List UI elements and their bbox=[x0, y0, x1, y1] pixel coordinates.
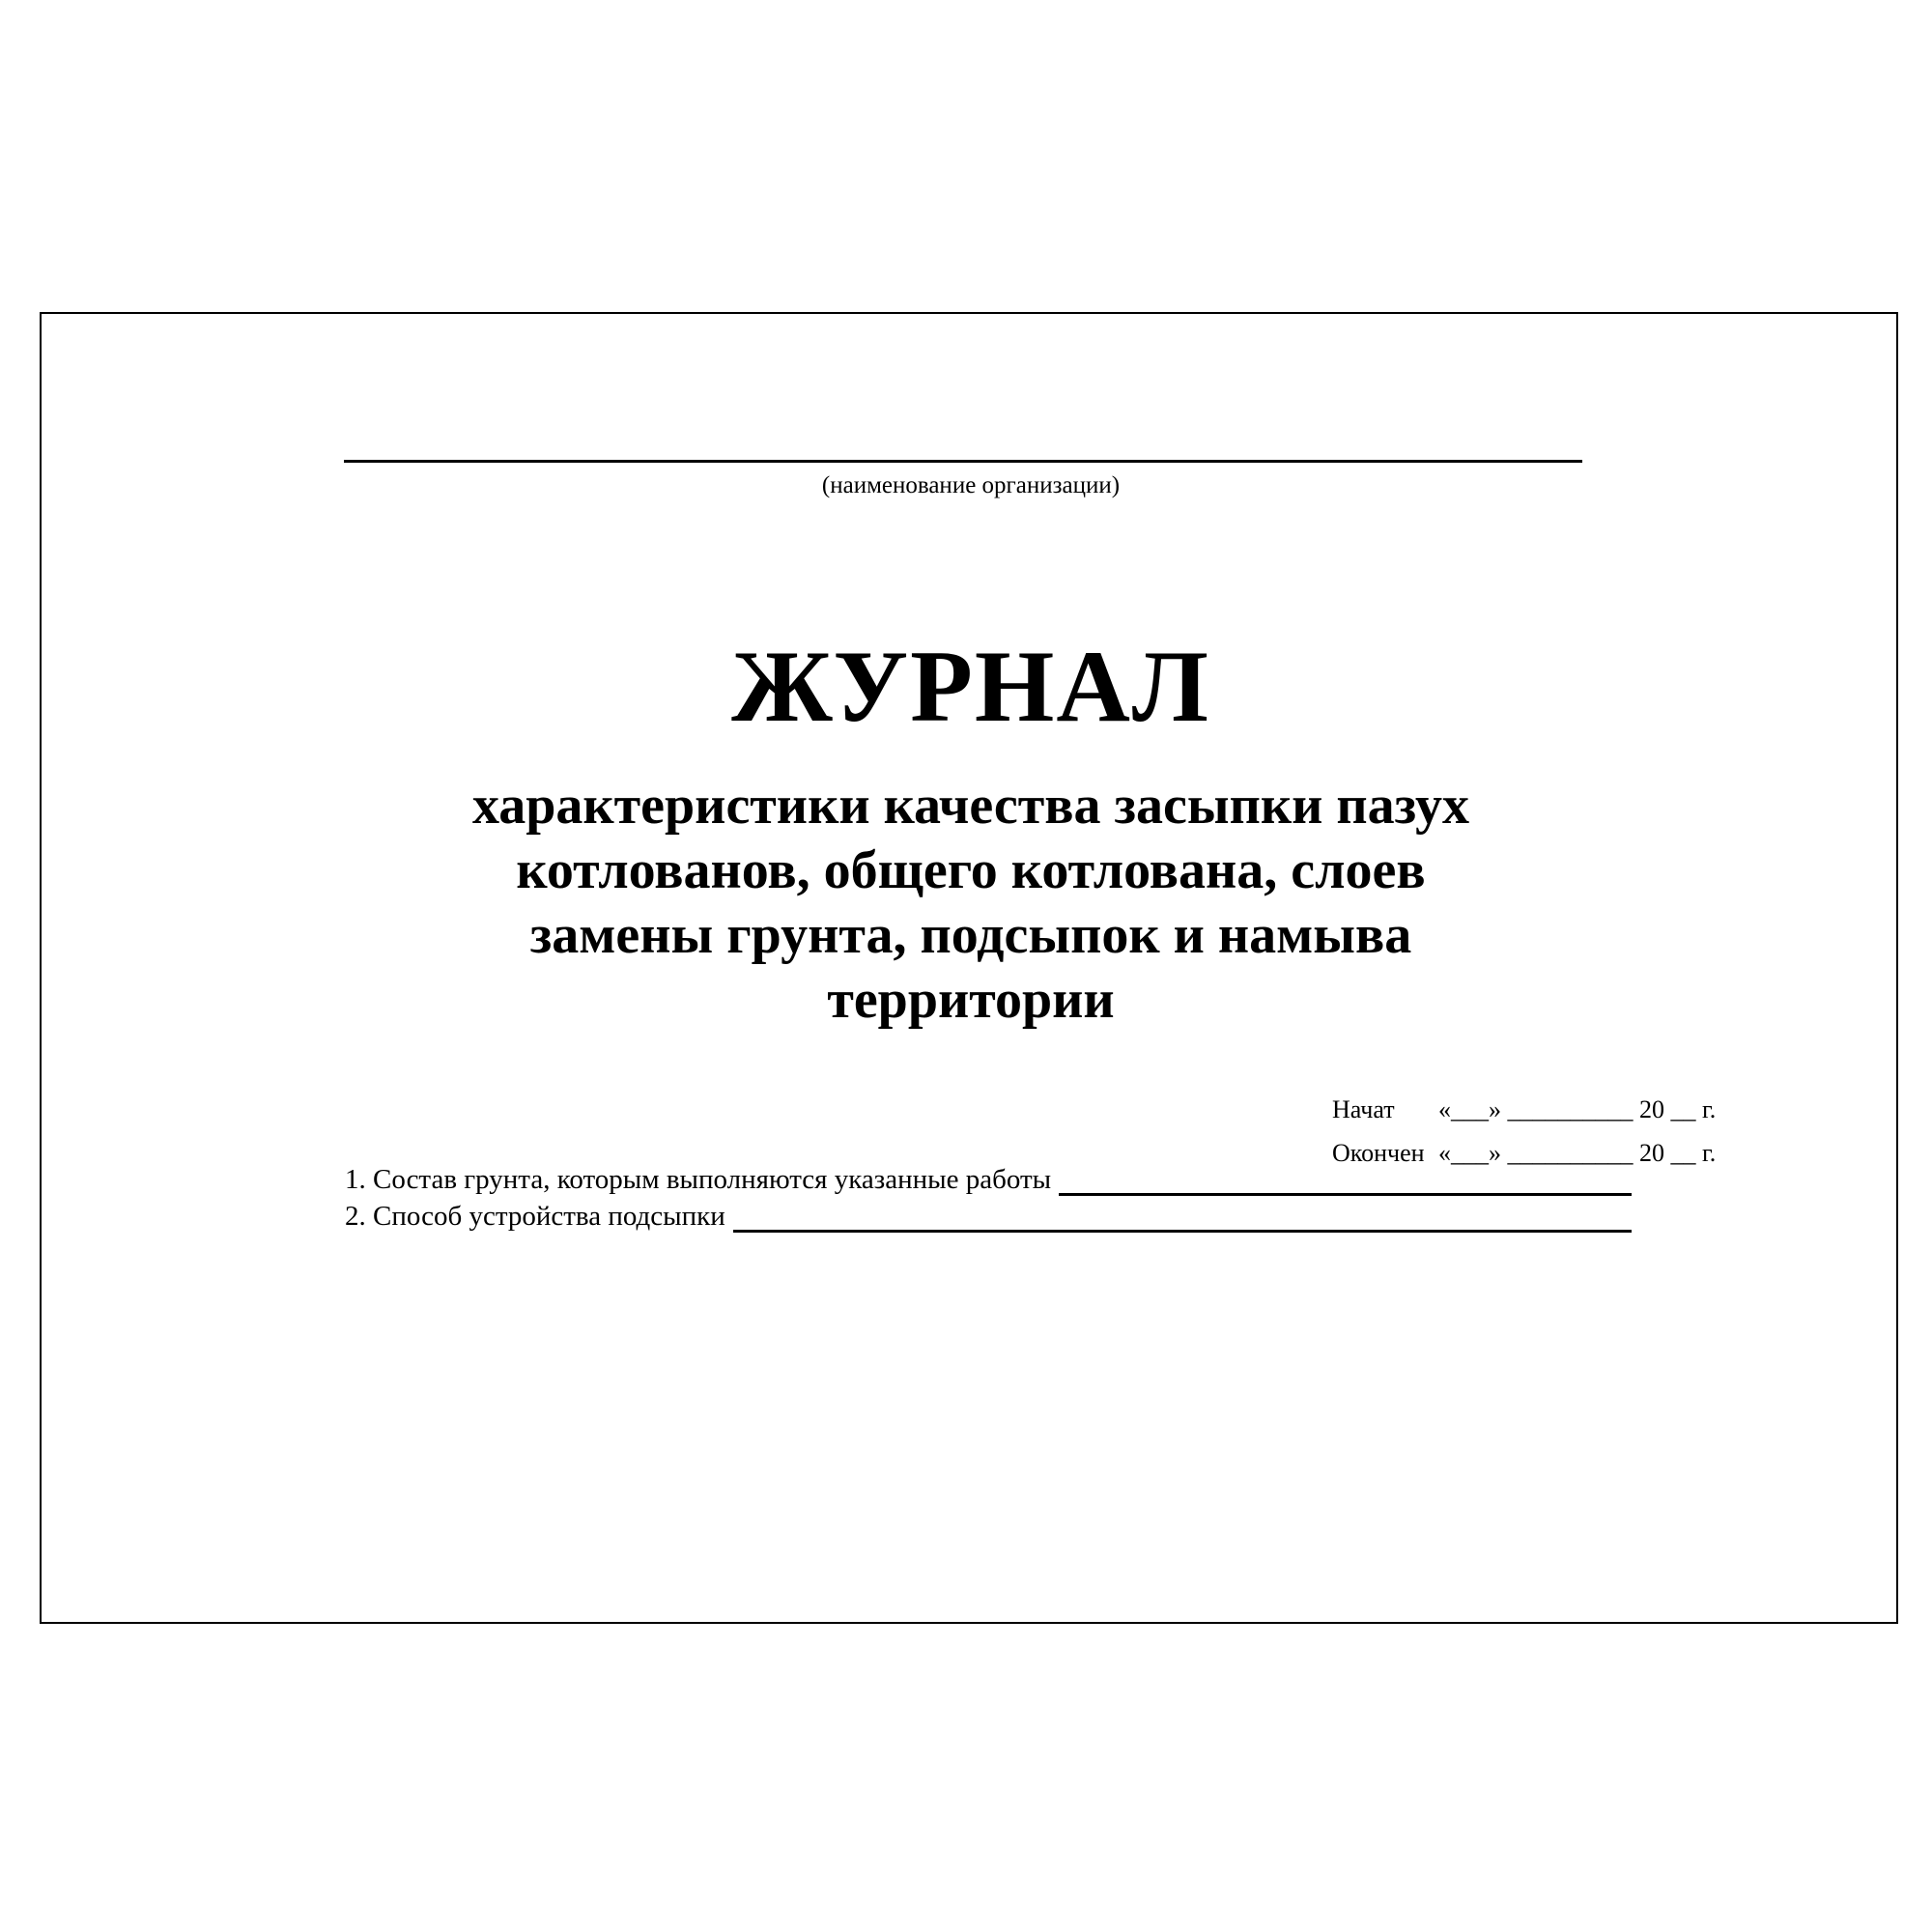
organization-name-line bbox=[344, 460, 1582, 463]
finished-label: Окончен bbox=[1332, 1139, 1425, 1167]
journal-title: ЖУРНАЛ bbox=[731, 630, 1210, 743]
started-date-blank: «___» __________ 20 __ г. bbox=[1438, 1095, 1717, 1123]
soil-composition-label: 1. Состав грунта, которым выполняются указанные работы bbox=[345, 1164, 1052, 1195]
journal-cover-sheet bbox=[40, 312, 1898, 1624]
fill-method-field bbox=[345, 1201, 1632, 1233]
finished-date-blank: «___» __________ 20 __ г. bbox=[1438, 1139, 1717, 1167]
soil-composition-field bbox=[345, 1164, 1632, 1196]
journal-subtitle bbox=[11, 774, 1931, 1033]
organization-caption: (наименование организации) bbox=[821, 472, 1121, 498]
subtitle-line: котлованов, общего котлована, слоев bbox=[516, 840, 1426, 900]
finished-date-row bbox=[1332, 1139, 1716, 1168]
fill-method-label: 2. Способ устройства подсыпки bbox=[345, 1201, 725, 1232]
soil-composition-blank bbox=[1059, 1172, 1632, 1196]
subtitle-line: характеристики качества засыпки пазух bbox=[472, 776, 1469, 836]
subtitle-line: территории bbox=[827, 970, 1115, 1030]
started-label: Начат bbox=[1332, 1095, 1395, 1123]
subtitle-line: замены грунта, подсыпок и намыва bbox=[529, 905, 1412, 965]
started-date-row bbox=[1332, 1095, 1716, 1124]
fill-method-blank bbox=[733, 1208, 1632, 1233]
